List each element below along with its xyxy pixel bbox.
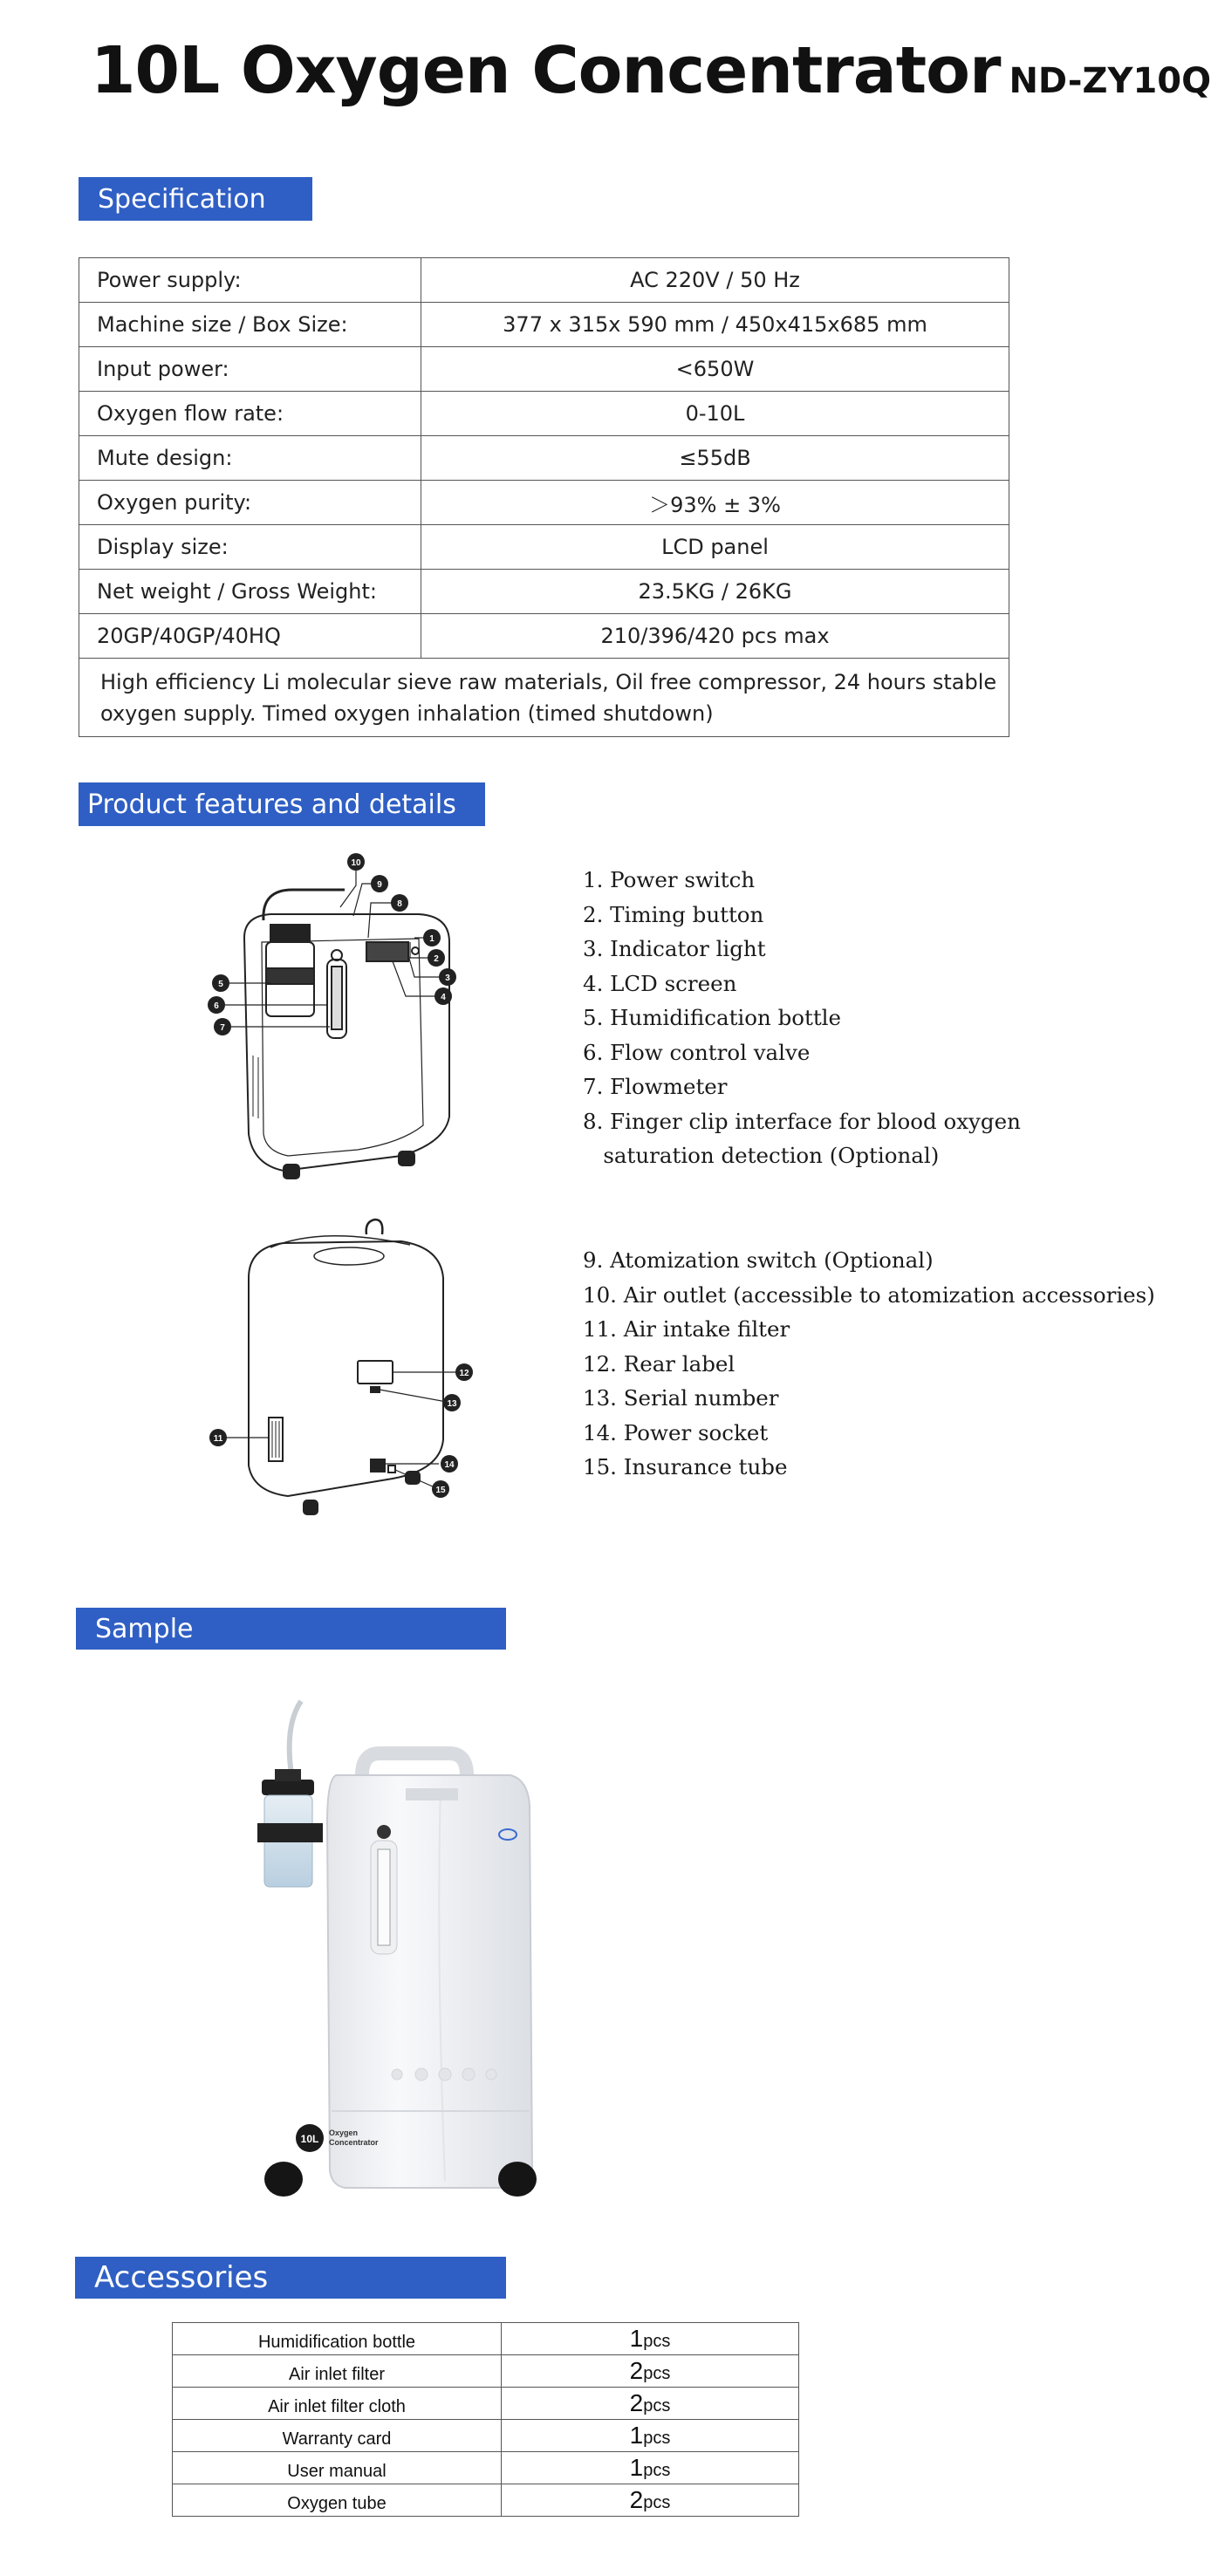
accessory-qty-cell <box>502 2355 799 2388</box>
callout-6: 6 <box>214 1001 219 1011</box>
page-title <box>91 33 1211 108</box>
callout-15: 15 <box>435 1486 446 1495</box>
table-row <box>79 258 1009 303</box>
callout-2: 2 <box>434 954 439 964</box>
accessory-unit: pcs <box>643 2396 671 2415</box>
spec-note: High efficiency Li molecular sieve raw materials, Oil free compressor, 24 hours stable oxygen supply. Timed oxygen inhalation (timed shutdown) <box>79 659 1009 737</box>
list-item: 1. Power switch <box>583 867 756 892</box>
section-title: Accessories <box>94 2260 269 2295</box>
spec-value: 377 x 315x 590 mm / 450x415x685 mm <box>421 303 1009 347</box>
accessory-qty: 1 <box>629 2422 644 2449</box>
spec-value: 0-10L <box>421 392 1009 436</box>
product-title: 10L Oxygen Concentrator <box>91 33 1001 108</box>
spec-value: ＞93% ± 3% <box>421 481 1009 525</box>
accessory-qty-cell <box>502 2484 799 2517</box>
spec-label: Mute design: <box>79 436 421 481</box>
accessory-qty-cell <box>502 2420 799 2452</box>
table-row <box>173 2452 799 2484</box>
table-row <box>173 2388 799 2420</box>
accessory-name: User manual <box>173 2452 502 2484</box>
front-diagram <box>201 855 489 1204</box>
spec-value: <650W <box>421 347 1009 392</box>
callout-3: 3 <box>445 974 450 983</box>
list-item: 13. Serial number <box>583 1385 779 1411</box>
spec-label: Oxygen purity: <box>79 481 421 525</box>
list-item: 9. Atomization switch (Optional) <box>583 1247 934 1273</box>
accessory-qty: 2 <box>629 2389 644 2416</box>
spec-label: Oxygen flow rate: <box>79 392 421 436</box>
spec-label: Input power: <box>79 347 421 392</box>
table-row <box>79 481 1009 525</box>
table-row <box>79 614 1009 659</box>
spec-label: Machine size / Box Size: <box>79 303 421 347</box>
accessory-unit: pcs <box>643 2461 671 2480</box>
list-item: 6. Flow control valve <box>583 1039 811 1065</box>
callout-12: 12 <box>459 1369 469 1378</box>
table-row <box>173 2484 799 2517</box>
list-item: 14. Power socket <box>583 1419 769 1445</box>
spec-value: LCD panel <box>421 525 1009 570</box>
accessory-qty: 2 <box>629 2486 644 2513</box>
accessory-unit: pcs <box>643 2429 671 2448</box>
callout-8: 8 <box>397 899 402 909</box>
list-item: 4. LCD screen <box>583 970 737 996</box>
list-item: 12. Rear label <box>583 1350 735 1377</box>
list-item: 7. Flowmeter <box>583 1074 728 1099</box>
table-row <box>173 2355 799 2388</box>
list-item: 10. Air outlet (accessible to atomization accessories) <box>583 1281 1155 1308</box>
table-row <box>79 303 1009 347</box>
list-item: 15. Insurance tube <box>583 1454 788 1479</box>
list-item: 11. Air intake filter <box>583 1316 790 1342</box>
accessory-qty-cell <box>502 2388 799 2420</box>
list-item: 5. Humidification bottle <box>583 1005 842 1030</box>
table-row <box>79 570 1009 614</box>
accessory-unit: pcs <box>643 2493 671 2512</box>
spec-label: Net weight / Gross Weight: <box>79 570 421 614</box>
section-header-sample <box>76 1608 506 1650</box>
spec-label: Power supply: <box>79 258 421 303</box>
callout-5: 5 <box>218 980 223 989</box>
badge-number: 10L <box>300 2133 319 2145</box>
section-header-accessories <box>75 2257 506 2299</box>
spec-value: AC 220V / 50 Hz <box>421 258 1009 303</box>
callout-13: 13 <box>447 1399 457 1409</box>
rear-features-list <box>583 1243 1155 1485</box>
accessory-qty-cell <box>502 2452 799 2484</box>
spec-label: Display size: <box>79 525 421 570</box>
callout-4: 4 <box>441 993 446 1002</box>
section-title: Product features and details <box>87 789 456 820</box>
accessory-name: Air inlet filter <box>173 2355 502 2388</box>
accessory-name: Humidification bottle <box>173 2323 502 2355</box>
section-title: Sample <box>95 1613 194 1644</box>
table-row <box>79 436 1009 481</box>
spec-value: 210/396/420 pcs max <box>421 614 1009 659</box>
table-row <box>79 392 1009 436</box>
front-features-list <box>583 863 1021 1173</box>
accessory-qty: 2 <box>629 2357 644 2384</box>
section-header-features <box>79 782 485 826</box>
table-row <box>79 659 1009 737</box>
callout-10: 10 <box>351 858 361 868</box>
accessory-name: Air inlet filter cloth <box>173 2388 502 2420</box>
section-header-specification <box>79 177 312 221</box>
accessory-qty-cell <box>502 2323 799 2355</box>
accessory-unit: pcs <box>643 2364 671 2383</box>
callout-14: 14 <box>444 1460 455 1470</box>
list-item: saturation detection (Optional) <box>583 1143 940 1168</box>
accessory-qty: 1 <box>629 2325 644 2352</box>
spec-label: 20GP/40GP/40HQ <box>79 614 421 659</box>
model-number: ND-ZY10Q <box>1009 61 1211 101</box>
badge-line2: Concentrator <box>329 2138 379 2147</box>
spec-value: 23.5KG / 26KG <box>421 570 1009 614</box>
callout-1: 1 <box>429 934 434 944</box>
list-item: 2. Timing button <box>583 901 764 927</box>
table-row <box>79 525 1009 570</box>
accessory-unit: pcs <box>643 2332 671 2351</box>
table-row <box>173 2420 799 2452</box>
accessory-name: Warranty card <box>173 2420 502 2452</box>
accessory-name: Oxygen tube <box>173 2484 502 2517</box>
section-title: Specification <box>98 183 266 215</box>
callout-7: 7 <box>220 1023 225 1033</box>
list-item: 3. Indicator light <box>583 936 766 961</box>
accessories-table <box>172 2322 799 2517</box>
callout-11: 11 <box>213 1434 223 1444</box>
list-item: 8. Finger clip interface for blood oxygen <box>583 1108 1021 1134</box>
spec-table <box>79 257 1009 737</box>
table-row <box>173 2323 799 2355</box>
rear-diagram <box>201 1217 471 1531</box>
table-row <box>79 347 1009 392</box>
spec-value: ≤55dB <box>421 436 1009 481</box>
accessory-qty: 1 <box>629 2454 644 2481</box>
callout-9: 9 <box>377 880 382 890</box>
badge-line1: Oxygen <box>329 2128 359 2137</box>
sample-product-image <box>249 1692 545 2216</box>
